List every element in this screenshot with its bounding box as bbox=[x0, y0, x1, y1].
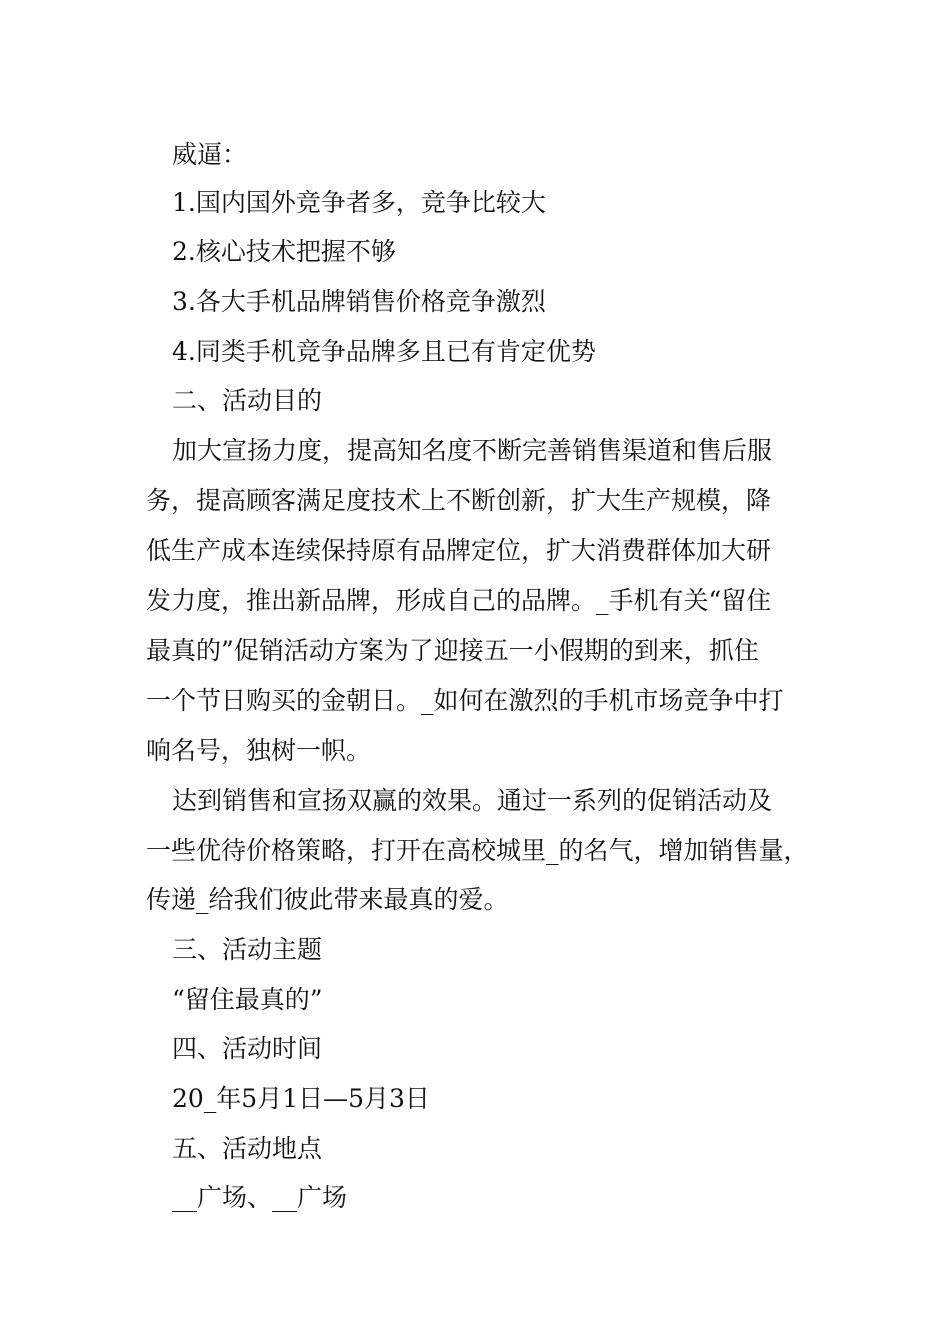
time-text: 20_年5月1日—5月3日 bbox=[172, 1084, 430, 1113]
threat-item-2: 2.核心技术把握不够 bbox=[172, 237, 396, 266]
threat-item-4: 4.同类手机竞争品牌多且已有肯定优势 bbox=[172, 337, 596, 366]
section-heading-location: 五、活动地点 bbox=[172, 1134, 323, 1163]
paragraph-line: 发力度，推出新品牌，形成自己的品牌。_手机有关“留住 bbox=[146, 586, 772, 615]
paragraph-line: 达到销售和宣扬双赢的效果。通过一系列的促销活动及 bbox=[172, 786, 773, 815]
paragraph-line: 低生产成本连续保持原有品牌定位，扩大消费群体加大研 bbox=[146, 536, 772, 565]
paragraph-line: 传递_给我们彼此带来最真的爱。 bbox=[146, 885, 509, 914]
section-heading-theme: 三、活动主题 bbox=[172, 935, 323, 964]
threats-heading: 威逼： bbox=[172, 140, 248, 169]
threat-item-3: 3.各大手机品牌销售价格竞争激烈 bbox=[172, 287, 546, 316]
paragraph-line: 最真的”促销活动方案为了迎接五一小假期的到来，抓住 bbox=[146, 636, 759, 665]
paragraph-line: 加大宣扬力度，提高知名度不断完善销售渠道和售后服 bbox=[172, 436, 773, 465]
section-heading-purpose: 二、活动目的 bbox=[172, 386, 323, 415]
paragraph-line: 一个节日购买的金朝日。_如何在激烈的手机市场竞争中打 bbox=[146, 686, 784, 715]
threat-item-1: 1.国内国外竞争者多，竞争比较大 bbox=[172, 188, 546, 217]
paragraph-line: 一些优待价格策略，打开在高校城里_的名气，增加销售量， bbox=[146, 836, 809, 865]
theme-text: “留住最真的” bbox=[172, 985, 323, 1014]
section-heading-time: 四、活动时间 bbox=[172, 1034, 323, 1063]
paragraph-line: 响名号，独树一帜。 bbox=[146, 736, 372, 765]
location-text: __广场、__广场 bbox=[172, 1183, 348, 1212]
paragraph-line: 务，提高顾客满足度技术上不断创新，扩大生产规模，降 bbox=[146, 486, 772, 515]
